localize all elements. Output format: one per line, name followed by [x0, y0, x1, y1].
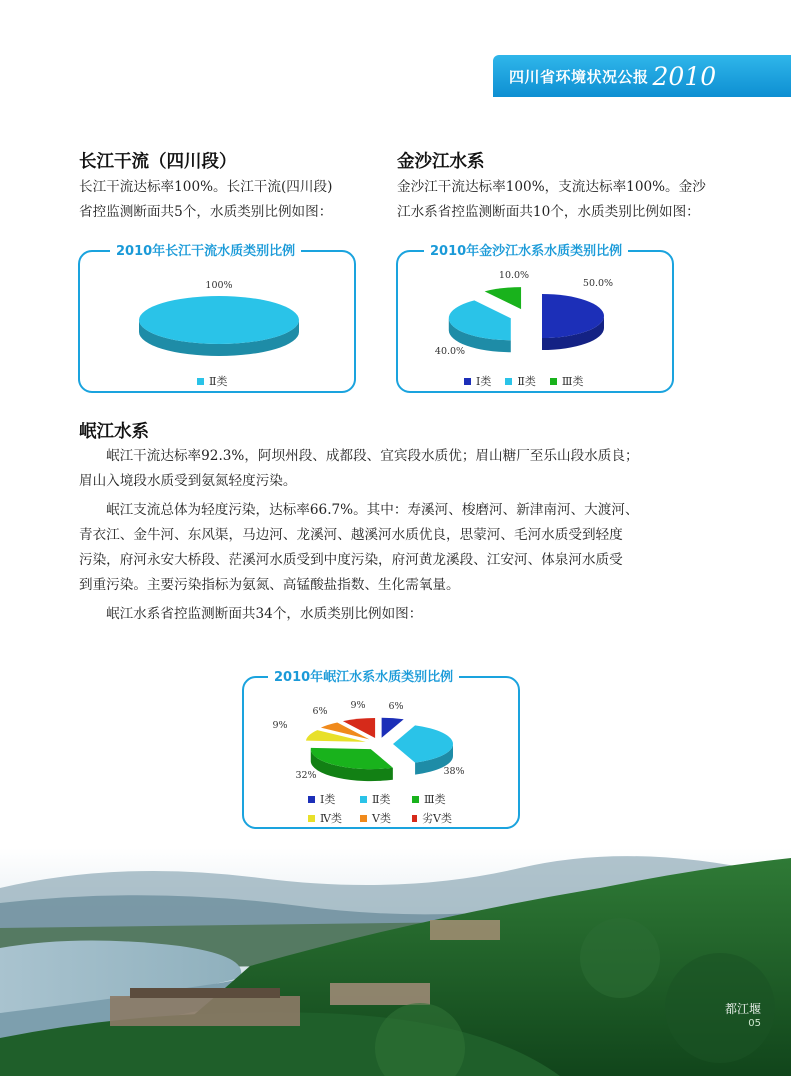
legend-swatch: [412, 815, 417, 822]
chart-changjiang: [78, 244, 356, 393]
section-title-minjiang: 岷江水系: [79, 422, 149, 442]
data-label-1: 40.0%: [434, 346, 466, 357]
chart-title: 2010年长江干流水质类别比例: [110, 240, 301, 259]
legend-label: Ⅱ类: [372, 793, 391, 806]
legend-item: [197, 373, 227, 389]
legend-label: Ⅲ类: [561, 375, 584, 388]
page-number: 05: [748, 1018, 761, 1029]
data-label-5: 9%: [350, 700, 366, 711]
report-header-banner: [493, 55, 791, 97]
legend-swatch: [360, 796, 367, 803]
legend-swatch: [505, 378, 512, 385]
section-title-jinsha: 金沙江水系: [397, 152, 485, 172]
text-line: 长江干流达标率100%。长江干流(四川段): [79, 179, 333, 195]
legend-swatch: [412, 796, 419, 803]
legend-swatch: [308, 815, 315, 822]
legend-item: [308, 810, 348, 826]
chart-title: 2010年金沙江水系水质类别比例: [424, 240, 628, 259]
section-text-minjiang: [79, 444, 719, 627]
data-label-3: 9%: [272, 720, 288, 731]
chart-title: 2010年岷江水系水质类别比例: [268, 666, 459, 685]
legend-label: 劣Ⅴ类: [422, 812, 452, 825]
chart-minjiang: [242, 670, 520, 829]
landscape-photo: [0, 848, 791, 1076]
photo-caption: 都江堰: [724, 1002, 761, 1016]
legend-label: Ⅳ类: [320, 812, 342, 825]
text-line: 江水系省控监测断面共10个，水质类别比例如图：: [397, 204, 700, 220]
chart-jinsha: [396, 244, 674, 393]
data-label-2: 32%: [295, 770, 317, 781]
legend-swatch: [197, 378, 204, 385]
report-year: 2010: [652, 61, 717, 91]
legend-label: Ⅰ类: [320, 793, 336, 806]
legend-item: [412, 791, 452, 807]
text-line: 到重污染。主要污染指标为氨氮、高锰酸盐指数、生化需氧量。: [79, 577, 460, 593]
data-label-1: 38%: [443, 766, 465, 777]
section-text-jinsha: [397, 175, 737, 225]
section-text-changjiang: [79, 175, 379, 225]
text-line: 污染，府河永安大桥段、茫溪河水质受到中度污染，府河黄龙溪段、江安河、体泉河水质受: [79, 552, 623, 568]
pie-slice-2: [485, 287, 521, 309]
legend-label: Ⅱ类: [517, 375, 536, 388]
legend-label: Ⅰ类: [476, 375, 492, 388]
text-line: 岷江水系省控监测断面共34个，水质类别比例如图：: [106, 606, 423, 622]
data-label-0: 50.0%: [582, 278, 614, 289]
legend-item: [505, 373, 535, 389]
legend-item: [412, 810, 452, 826]
chart-legend: [464, 373, 583, 389]
text-line: 青衣江、金牛河、东风渠，马边河、龙溪河、越溪河水质优良，思蒙河、毛河水质受到轻度: [79, 527, 623, 543]
data-label-2: 10.0%: [498, 270, 530, 281]
legend-label: Ⅴ类: [372, 812, 391, 825]
chart-legend: [308, 791, 468, 826]
legend-item: [550, 373, 584, 389]
legend-item: [464, 373, 491, 389]
legend-label: Ⅱ类: [209, 375, 228, 388]
pie-slice-0: [139, 296, 299, 356]
legend-swatch: [464, 378, 471, 385]
pie-slice-0: [382, 718, 404, 738]
data-label-4: 6%: [312, 706, 328, 717]
legend-item: [308, 791, 348, 807]
data-label-0: 100%: [205, 280, 233, 291]
text-line: 省控监测断面共5个，水质类别比例如图：: [79, 204, 333, 220]
pie-slice-0: [542, 294, 604, 350]
text-line: 岷江支流总体为轻度污染，达标率66.7%。其中：寿溪河、梭磨河、新津南河、大渡河、: [106, 502, 639, 518]
chart-legend: [197, 373, 227, 389]
section-title-changjiang: 长江干流（四川段）: [79, 152, 237, 172]
report-title: 四川省环境状况公报: [509, 67, 649, 86]
legend-swatch: [308, 796, 315, 803]
legend-item: [360, 791, 400, 807]
text-line: 岷江干流达标率92.3%，阿坝州段、成都段、宜宾段水质优；眉山糖厂至乐山段水质良；: [106, 448, 639, 464]
data-label-0: 6%: [388, 701, 404, 712]
legend-swatch: [360, 815, 367, 822]
text-line: 金沙江干流达标率100%，支流达标率100%。金沙: [397, 179, 706, 195]
pie-slice-2: [311, 748, 393, 781]
legend-label: Ⅲ类: [424, 793, 446, 806]
pie-slice-1: [449, 300, 511, 352]
dujiangyan-landscape-illustration: [0, 848, 791, 1076]
legend-item: [360, 810, 400, 826]
text-line: 眉山入境段水质受到氨氮轻度污染。: [79, 473, 297, 489]
legend-swatch: [550, 378, 557, 385]
